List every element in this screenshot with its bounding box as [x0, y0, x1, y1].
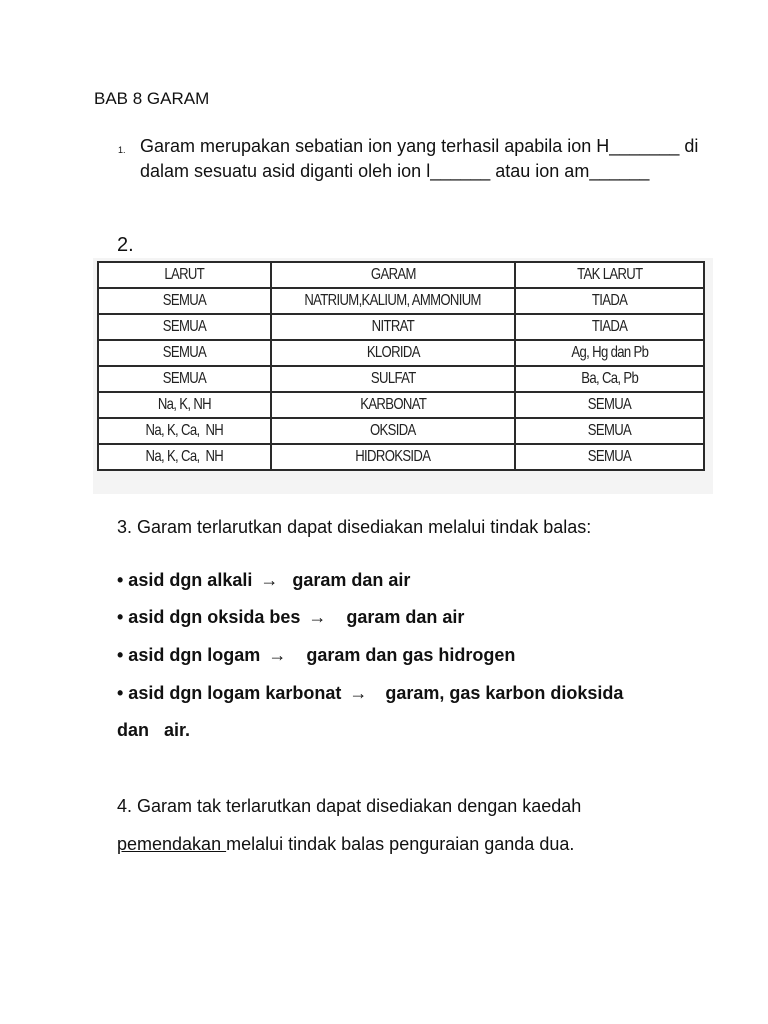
question-1-number: 1. — [118, 145, 126, 155]
table-row — [98, 366, 704, 392]
solubility-table — [97, 261, 705, 471]
arrow-icon: → — [349, 683, 368, 703]
solubility-table-image — [93, 258, 713, 494]
table-cell: SEMUA — [98, 314, 271, 340]
table-cell: SEMUA — [98, 366, 271, 392]
table-row — [98, 444, 704, 470]
table-header-cell: TAK LARUT — [515, 262, 704, 288]
reaction-product: garam dan air — [292, 570, 411, 590]
reaction-item — [117, 607, 464, 628]
table-cell: Na, K, Ca, NH — [98, 444, 271, 470]
reaction-continuation: dan air. — [117, 720, 191, 740]
table-cell: KLORIDA — [271, 340, 515, 366]
reaction-item — [117, 570, 410, 591]
table-row — [98, 340, 704, 366]
table-cell: TIADA — [515, 288, 704, 314]
reaction-reactant: • asid dgn oksida bes — [117, 607, 301, 627]
reaction-reactant: • asid dgn alkali — [117, 570, 253, 590]
question-4-rest: melalui tindak balas penguraian ganda dua. — [226, 834, 575, 854]
reaction-item — [117, 683, 623, 704]
table-cell: Ba, Ca, Pb — [515, 366, 704, 392]
reaction-product: garam dan gas hidrogen — [306, 645, 516, 665]
reaction-product: garam dan air — [346, 607, 465, 627]
arrow-icon: → — [260, 570, 279, 590]
question-4-line-1: 4. Garam tak terlarutkan dapat disediakan dengan kaedah — [117, 796, 582, 816]
reaction-item — [117, 645, 515, 666]
reaction-reactant: • asid dgn logam karbonat — [117, 683, 342, 703]
page-title: BAB 8 GARAM — [94, 89, 210, 108]
table-cell: HIDROKSIDA — [271, 444, 515, 470]
reaction-reactant: • asid dgn logam — [117, 645, 261, 665]
table-cell: TIADA — [515, 314, 704, 340]
table-header-cell: GARAM — [271, 262, 515, 288]
reaction-product: garam, gas karbon dioksida — [385, 683, 624, 703]
question-1-text: Garam merupakan sebatian ion yang terhasil apabila ion H_______ di dalam sesuatu asid diganti oleh ion l______ atau ion am______ — [140, 136, 699, 181]
table-header-cell: LARUT — [98, 262, 271, 288]
underlined-term: pemendakan — [117, 834, 227, 854]
question-2-number: 2. — [117, 234, 134, 256]
table-cell: Na, K, NH — [98, 392, 271, 418]
arrow-icon: → — [268, 645, 287, 665]
arrow-icon: → — [308, 607, 327, 627]
table-cell: Na, K, Ca, NH — [98, 418, 271, 444]
table-cell: SEMUA — [515, 444, 704, 470]
table-row — [98, 418, 704, 444]
question-4-line-2 — [117, 834, 574, 855]
table-cell: NATRIUM,KALIUM, AMMONIUM — [271, 288, 515, 314]
table-row — [98, 288, 704, 314]
table-cell: Ag, Hg dan Pb — [515, 340, 704, 366]
table-row — [98, 392, 704, 418]
table-cell: NITRAT — [271, 314, 515, 340]
table-header-row — [98, 262, 704, 288]
table-cell: SEMUA — [515, 392, 704, 418]
table-cell: SEMUA — [98, 340, 271, 366]
table-cell: OKSIDA — [271, 418, 515, 444]
table-cell: SEMUA — [515, 418, 704, 444]
table-cell: KARBONAT — [271, 392, 515, 418]
table-row — [98, 314, 704, 340]
table-cell: SEMUA — [98, 288, 271, 314]
table-cell: SULFAT — [271, 366, 515, 392]
question-3-text: 3. Garam terlarutkan dapat disediakan melalui tindak balas: — [117, 517, 592, 537]
